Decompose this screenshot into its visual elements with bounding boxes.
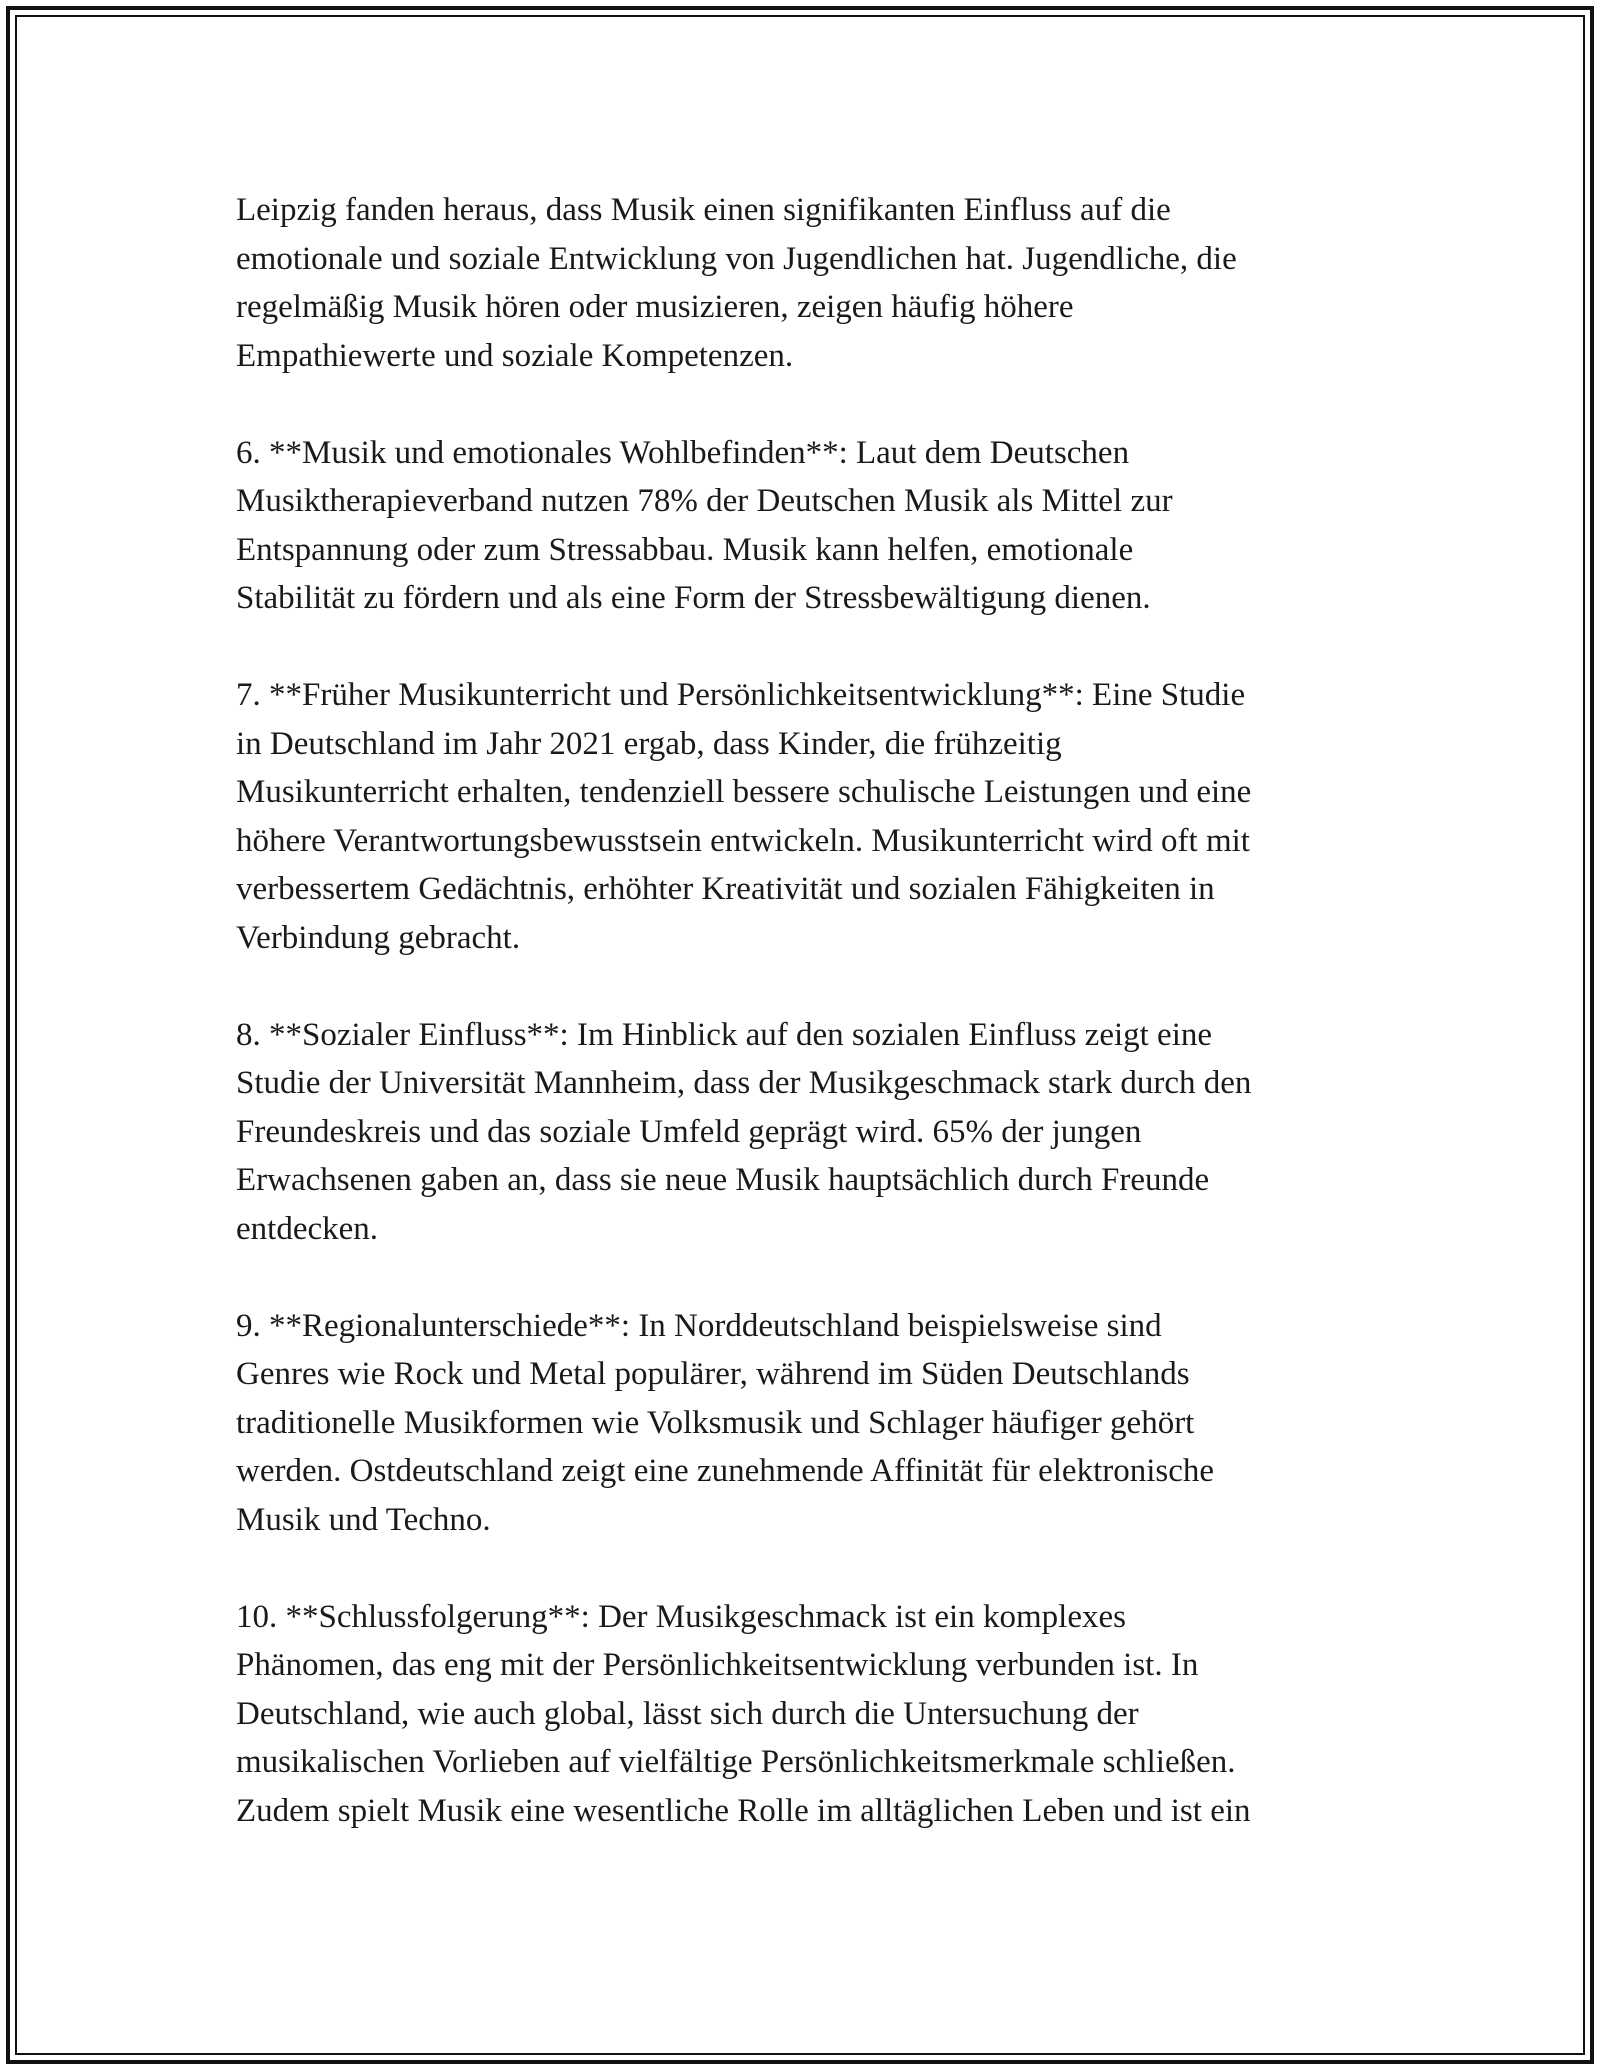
- text-line: emotionale und soziale Entwicklung von Jugendlichen hat. Jugendliche, die: [236, 240, 1237, 277]
- paragraph-item-7: [236, 671, 1386, 962]
- text-line: 10. **Schlussfolgerung**: Der Musikgeschmack ist ein komplexes: [236, 1598, 1126, 1635]
- text-line: 6. **Musik und emotionales Wohlbefinden**: Laut dem Deutschen: [236, 434, 1130, 471]
- text-line: traditionelle Musikformen wie Volksmusik und Schlager häufiger gehört: [236, 1404, 1195, 1441]
- text-line: höhere Verantwortungsbewusstsein entwickeln. Musikunterricht wird oft mit: [236, 822, 1250, 859]
- text-line: regelmäßig Musik hören oder musizieren, zeigen häufig höhere: [236, 289, 1074, 325]
- text-line: 7. **Früher Musikunterricht und Persönlichkeitsentwicklung**: Eine Studie: [236, 677, 1246, 713]
- text-line: Musiktherapieverband nutzen 78% der Deutschen Musik als Mittel zur: [236, 483, 1173, 519]
- text-line: entdecken.: [236, 1210, 379, 1247]
- text-line: Musik und Techno.: [236, 1501, 491, 1538]
- paragraph-item-9: [236, 1302, 1386, 1545]
- paragraph-item-10: [236, 1593, 1386, 1836]
- text-line: Entspannung oder zum Stressabbau. Musik kann helfen, emotionale: [236, 531, 1134, 568]
- text-line: Verbindung gebracht.: [236, 919, 521, 956]
- document-body: [236, 186, 1386, 1884]
- text-line: Musikunterricht erhalten, tendenziell bessere schulische Leistungen und eine: [236, 774, 1252, 810]
- text-line: 9. **Regionalunterschiede**: In Norddeutschland beispielsweise sind: [236, 1307, 1162, 1344]
- text-line: Leipzig fanden heraus, dass Musik einen signifikanten Einfluss auf die: [236, 192, 1171, 228]
- text-line: in Deutschland im Jahr 2021 ergab, dass Kinder, die frühzeitig: [236, 725, 1062, 762]
- text-line: Zudem spielt Musik eine wesentliche Rolle im alltäglichen Leben und ist ein: [236, 1792, 1251, 1829]
- text-line: Empathiewerte und soziale Kompetenzen.: [236, 337, 794, 374]
- text-line: Stabilität zu fördern und als eine Form der Stressbewältigung dienen.: [236, 580, 1151, 616]
- text-line: verbessertem Gedächtnis, erhöhter Kreativität und sozialen Fähigkeiten in: [236, 871, 1215, 907]
- text-line: Freundeskreis und das soziale Umfeld geprägt wird. 65% der jungen: [236, 1113, 1142, 1150]
- text-line: Genres wie Rock und Metal populärer, während im Süden Deutschlands: [236, 1356, 1190, 1392]
- text-line: Phänomen, das eng mit der Persönlichkeitsentwicklung verbunden ist. In: [236, 1647, 1199, 1683]
- paragraph-intro-continued: [236, 186, 1386, 380]
- text-line: 8. **Sozialer Einfluss**: Im Hinblick auf den sozialen Einfluss zeigt eine: [236, 1016, 1213, 1053]
- paragraph-item-6: [236, 429, 1386, 623]
- text-line: Erwachsenen gaben an, dass sie neue Musik hauptsächlich durch Freunde: [236, 1162, 1210, 1198]
- text-line: Deutschland, wie auch global, lässt sich durch die Untersuchung der: [236, 1695, 1139, 1732]
- text-line: werden. Ostdeutschland zeigt eine zunehmende Affinität für elektronische: [236, 1453, 1215, 1489]
- text-line: musikalischen Vorlieben auf vielfältige Persönlichkeitsmerkmale schließen.: [236, 1744, 1236, 1780]
- paragraph-item-8: [236, 1011, 1386, 1254]
- text-line: Studie der Universität Mannheim, dass der Musikgeschmack stark durch den: [236, 1065, 1252, 1101]
